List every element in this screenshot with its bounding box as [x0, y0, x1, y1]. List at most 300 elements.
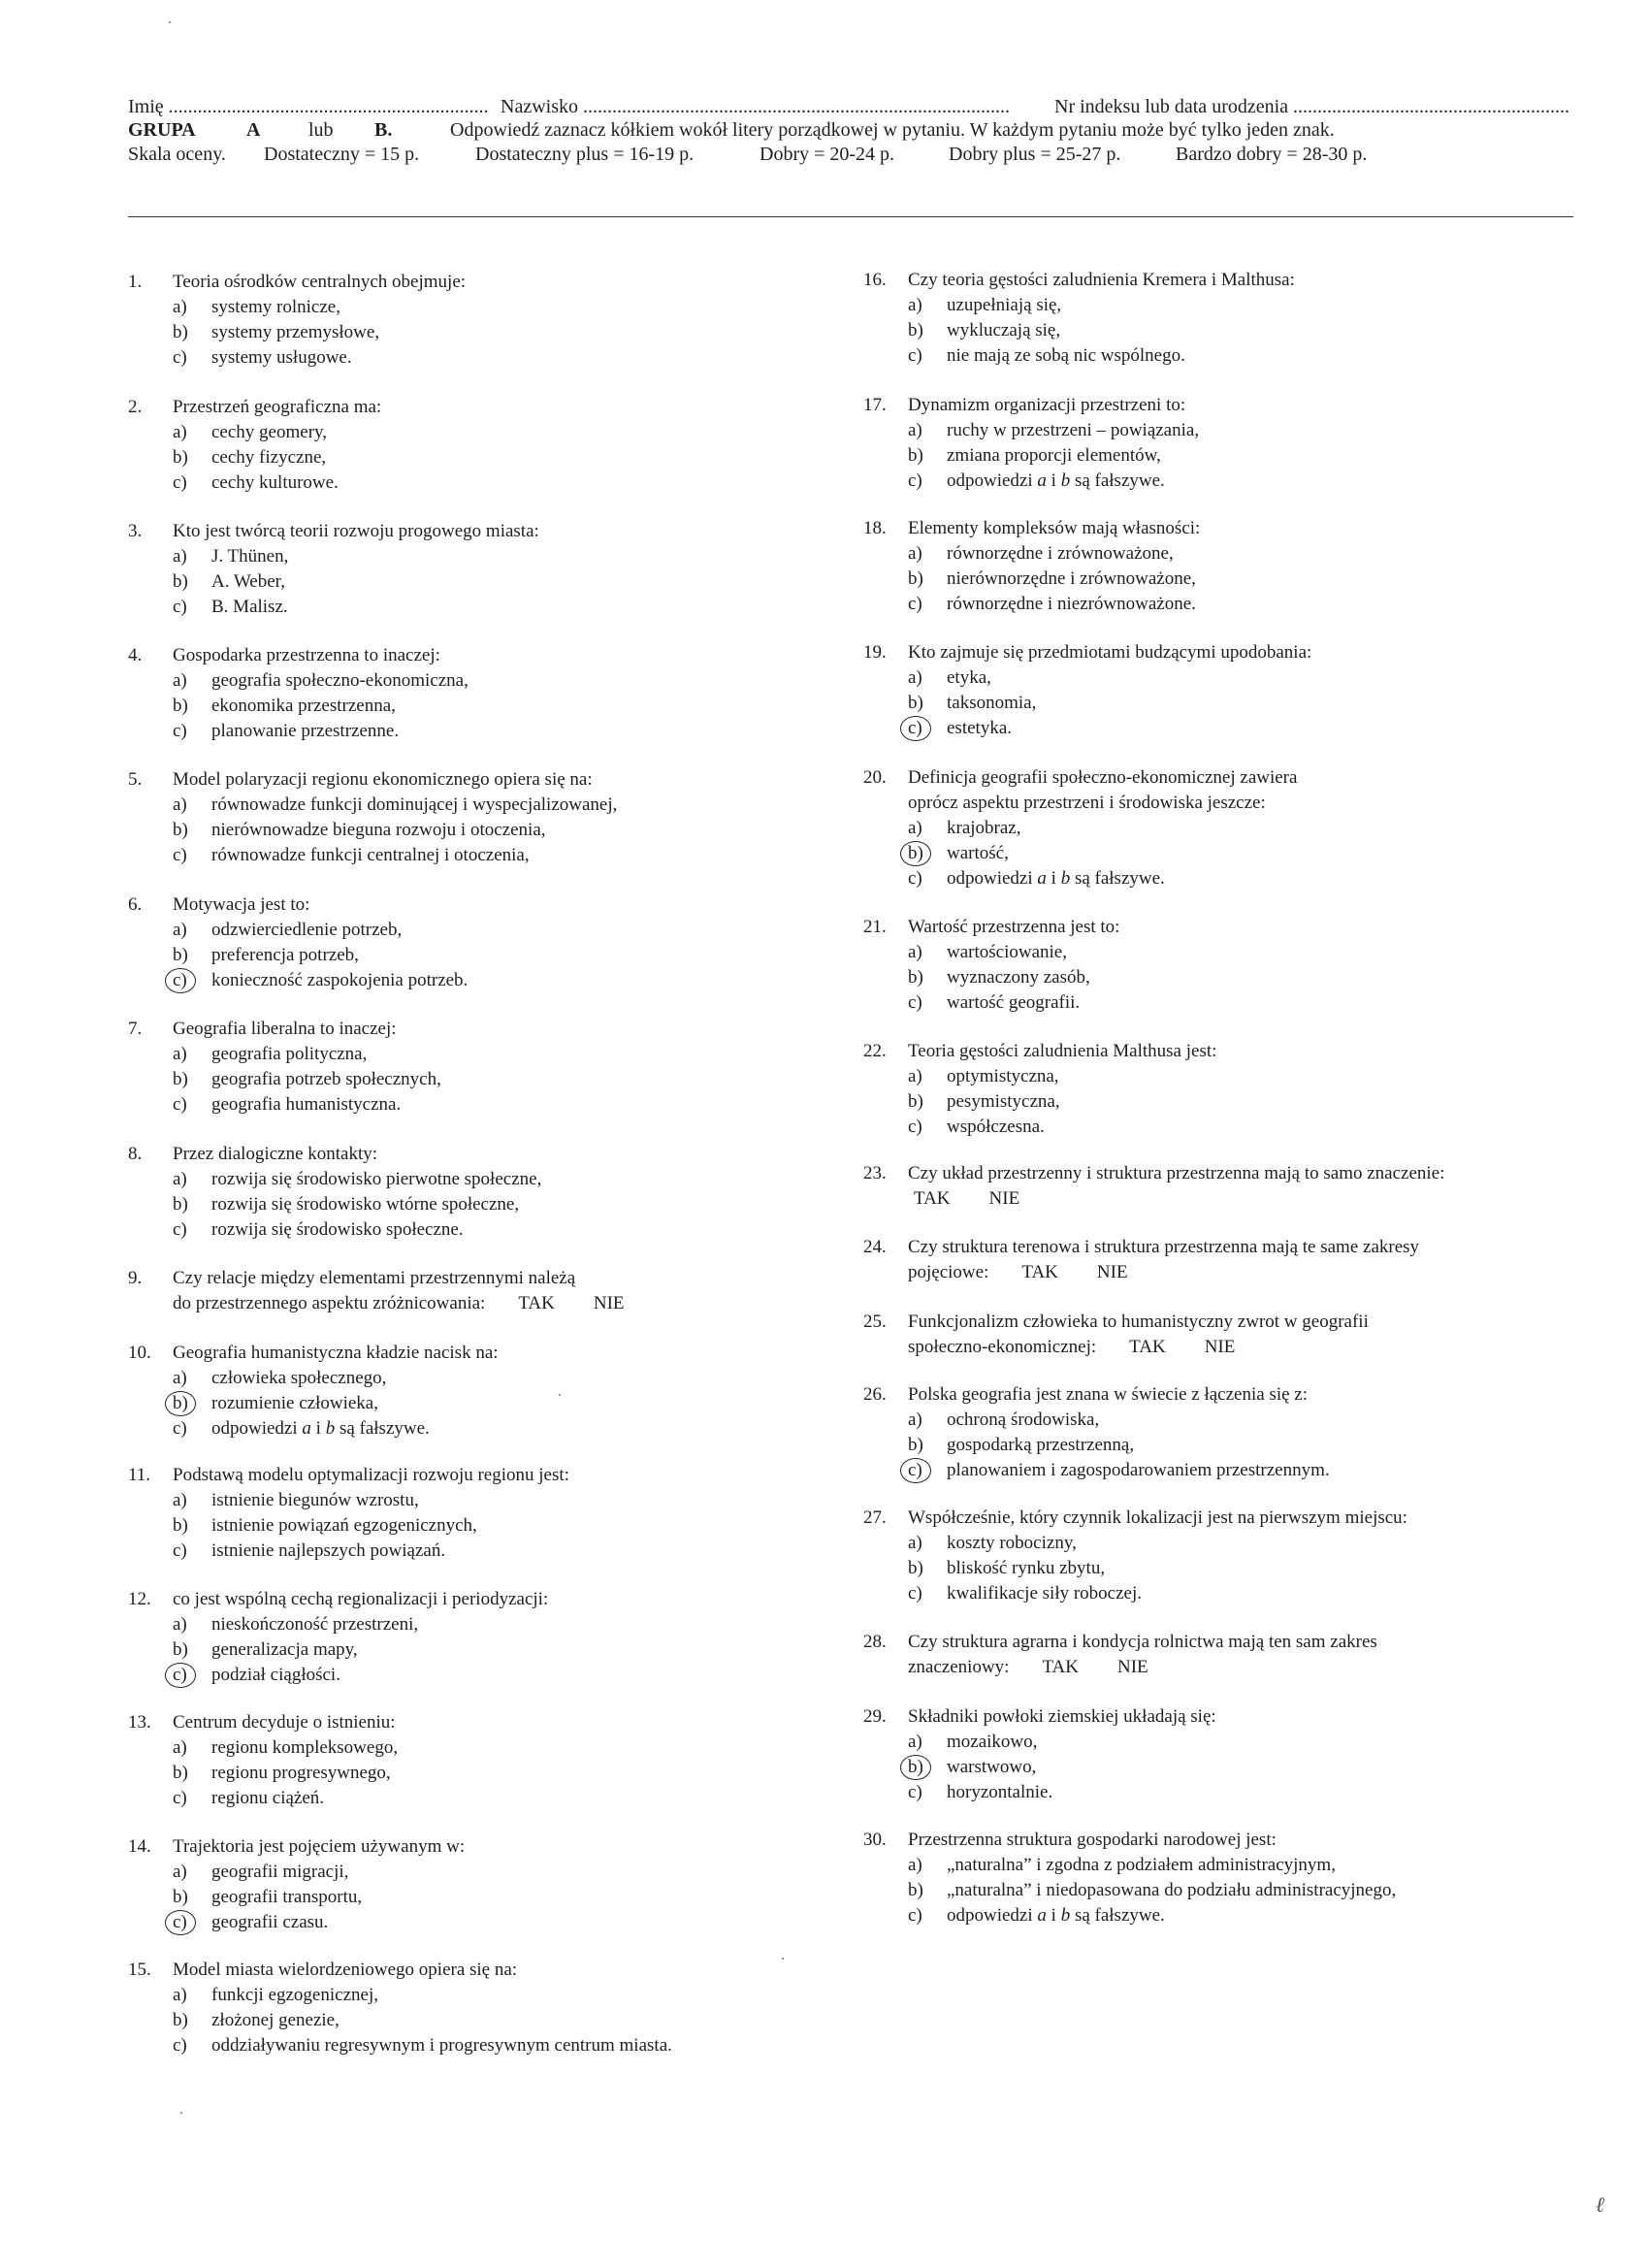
question-12: [128, 1587, 548, 1688]
question-line: [863, 640, 1311, 665]
answer-letter[interactable]: a): [173, 670, 187, 691]
question-text: Elementy kompleksów mają własności:: [908, 518, 1201, 538]
answer-option[interactable]: [128, 1488, 569, 1513]
question-text: Model miasta wielordzeniowego opiera się na:: [173, 1960, 518, 1980]
answer-letter[interactable]: b): [173, 447, 188, 468]
answer-letter[interactable]: b): [173, 1194, 188, 1215]
question-number: 29.: [863, 1706, 887, 1727]
answer-text: istnienie najlepszych powiązań.: [211, 1540, 446, 1561]
answer-text: systemy rolnicze,: [211, 297, 340, 317]
answer-letter[interactable]: a): [173, 1169, 187, 1189]
answer-letter[interactable]: b): [908, 445, 923, 466]
answer-letter[interactable]: a): [173, 1737, 187, 1758]
answer-letter[interactable]: a): [173, 1368, 187, 1388]
question-line: [128, 1587, 548, 1612]
answer-letter-circled[interactable]: b): [908, 1755, 947, 1780]
answer-option[interactable]: [128, 818, 617, 843]
answer-option[interactable]: [128, 1366, 499, 1391]
answer-letter[interactable]: b): [173, 1639, 188, 1660]
question-text: Teoria ośrodków centralnych obejmuje:: [173, 272, 467, 292]
answer-option[interactable]: [863, 841, 1297, 866]
answer-text: odzwierciedlenie potrzeb,: [211, 920, 403, 940]
question-29: [863, 1704, 1216, 1805]
answer-option[interactable]: [863, 1853, 1396, 1878]
answer-text: uzupełniają się,: [947, 295, 1062, 315]
answer-option[interactable]: [128, 1761, 398, 1786]
question-text: Model polaryzacji regionu ekonomicznego opiera się na:: [173, 769, 593, 790]
answer-option[interactable]: [863, 318, 1295, 343]
tak-option[interactable]: TAK: [1042, 1657, 1079, 1677]
answer-option[interactable]: [863, 541, 1200, 567]
tak-nie-row: [863, 1186, 1444, 1212]
question-line: [128, 1710, 398, 1735]
answer-text: bliskość rynku zbytu,: [947, 1558, 1106, 1578]
answer-letter[interactable]: a): [173, 1490, 187, 1510]
answer-letter[interactable]: b): [908, 568, 923, 589]
answer-letter[interactable]: b): [908, 1880, 923, 1900]
answer-letter-circled[interactable]: c): [908, 1458, 947, 1483]
question-line: [863, 791, 1297, 816]
answer-letter[interactable]: a): [908, 1533, 922, 1553]
answer-letter[interactable]: a): [173, 297, 187, 317]
question-text: Przestrzenna struktura gospodarki narodowej jest:: [908, 1830, 1277, 1850]
answer-option[interactable]: [128, 1885, 465, 1910]
answer-option[interactable]: [128, 1192, 541, 1217]
tak-option[interactable]: TAK: [914, 1188, 951, 1209]
scale-dostateczny-plus: Dostateczny plus = 16-19 p.: [475, 144, 695, 165]
answer-letter-circled[interactable]: c): [173, 1910, 211, 1935]
answer-option[interactable]: [863, 816, 1297, 841]
answer-text: odpowiedzi a i b są fałszywe.: [211, 1418, 430, 1439]
answer-text: „naturalna” i zgodna z podziałem administracyjnym,: [947, 1855, 1336, 1875]
answer-option[interactable]: [863, 1556, 1407, 1581]
question-line: [863, 1704, 1216, 1730]
answer-option[interactable]: [128, 918, 468, 943]
answer-option[interactable]: [128, 843, 617, 868]
answer-option[interactable]: [128, 1167, 541, 1192]
tak-option[interactable]: TAK: [1129, 1337, 1166, 1357]
answer-letter-circled[interactable]: b): [173, 1391, 211, 1416]
answer-letter[interactable]: c): [173, 1540, 187, 1561]
nie-option[interactable]: NIE: [1096, 1262, 1128, 1282]
last-name-field[interactable]: [501, 95, 1010, 118]
answer-text: horyzontalnie.: [947, 1782, 1053, 1802]
answer-option[interactable]: [863, 1780, 1216, 1805]
answer-letter[interactable]: a): [908, 1732, 922, 1752]
answer-letter-circled[interactable]: b): [908, 841, 947, 866]
answer-letter[interactable]: b): [173, 571, 188, 592]
answer-letter[interactable]: c): [173, 472, 187, 493]
answer-option[interactable]: [128, 1217, 541, 1243]
answer-letter[interactable]: b): [908, 1091, 923, 1112]
answer-option[interactable]: [128, 943, 468, 968]
answer-letter[interactable]: c): [908, 1905, 922, 1926]
answer-option[interactable]: [128, 694, 469, 719]
answer-option[interactable]: [128, 2033, 672, 2058]
answer-option[interactable]: [863, 469, 1199, 494]
answer-option[interactable]: [863, 1115, 1216, 1140]
answer-option[interactable]: [863, 1089, 1216, 1115]
question-line: [863, 516, 1200, 541]
question-text: Podstawą modelu optymalizacji rozwoju regionu jest:: [173, 1465, 569, 1485]
answer-text: równorzędne i zrównoważone,: [947, 543, 1174, 564]
question-23: [863, 1161, 1444, 1212]
answer-letter[interactable]: b): [173, 696, 188, 716]
answer-text: geografia potrzeb społecznych,: [211, 1069, 441, 1089]
answer-letter[interactable]: c): [908, 1583, 922, 1604]
answer-text: nierównorzędne i zrównoważone,: [947, 568, 1196, 589]
answer-option[interactable]: [128, 719, 469, 744]
answer-option[interactable]: [128, 420, 381, 445]
question-number: 2.: [128, 397, 143, 417]
answer-letter[interactable]: a): [908, 420, 922, 440]
question-number: 1.: [128, 272, 143, 292]
answer-letter[interactable]: b): [173, 322, 188, 342]
answer-letter[interactable]: a): [173, 422, 187, 442]
answer-option[interactable]: [128, 445, 381, 470]
question-2: [128, 395, 381, 496]
answer-option[interactable]: [128, 1786, 398, 1811]
answer-option[interactable]: [863, 592, 1200, 617]
answer-option[interactable]: [863, 1730, 1216, 1755]
question-21: [863, 915, 1119, 1016]
scale-dobry-plus: Dobry plus = 25-27 p.: [949, 144, 1121, 165]
group-a[interactable]: A: [246, 119, 261, 141]
question-text: Kto jest twórcą teorii rozwoju progowego miasta:: [173, 521, 539, 541]
answer-letter[interactable]: a): [173, 546, 187, 567]
question-number: 30.: [863, 1830, 887, 1850]
question-number: 17.: [863, 395, 887, 415]
answer-letter[interactable]: c): [908, 992, 922, 1013]
answer-letter[interactable]: a): [908, 942, 922, 962]
answer-option[interactable]: [863, 965, 1119, 990]
question-line: [863, 1335, 1369, 1360]
question-line: [128, 643, 469, 668]
question-5: [128, 767, 617, 868]
answer-letter-circled[interactable]: c): [908, 716, 947, 741]
question-text: Dynamizm organizacji przestrzeni to:: [908, 395, 1186, 415]
answer-text: generalizacja mapy,: [211, 1639, 358, 1660]
answer-option[interactable]: [863, 665, 1311, 691]
answer-text: zmiana proporcji elementów,: [947, 445, 1161, 466]
answer-text: J. Thünen,: [211, 546, 289, 567]
answer-option[interactable]: [128, 1391, 499, 1416]
answer-text: geografia humanistyczna.: [211, 1094, 402, 1115]
answer-text: odpowiedzi a i b są fałszywe.: [947, 470, 1165, 491]
answer-letter[interactable]: b): [908, 967, 923, 988]
answer-letter[interactable]: a): [908, 1409, 922, 1430]
answer-text: równowadze funkcji dominującej i wyspecjalizowanej,: [211, 794, 618, 815]
first-name-field[interactable]: [128, 95, 489, 118]
answer-letter[interactable]: c): [173, 1219, 187, 1240]
answer-text: koszty robocizny,: [947, 1533, 1077, 1553]
answer-option[interactable]: [128, 1539, 569, 1564]
answer-letter[interactable]: c): [173, 597, 187, 617]
question-line: [863, 1828, 1396, 1853]
question-line: [863, 1161, 1444, 1186]
question-11: [128, 1463, 569, 1564]
answer-text: człowieka społecznego,: [211, 1368, 387, 1388]
question-line: [128, 1463, 569, 1488]
tak-option[interactable]: TAK: [1021, 1262, 1058, 1282]
answer-text: planowaniem i zagospodarowaniem przestrzennym.: [947, 1460, 1330, 1480]
answer-text: istnienie biegunów wzrostu,: [211, 1490, 419, 1510]
first-name-label: Imię: [128, 96, 164, 117]
answer-letter[interactable]: c): [908, 594, 922, 614]
last-name-label: Nazwisko: [501, 96, 578, 117]
answer-text: rozwija się środowisko wtórne społeczne,: [211, 1194, 520, 1215]
nie-option[interactable]: NIE: [593, 1293, 625, 1313]
answer-text: warstwowo,: [947, 1757, 1037, 1777]
question-14: [128, 1834, 465, 1935]
question-number: 24.: [863, 1237, 887, 1257]
answer-text: B. Malisz.: [211, 597, 288, 617]
answer-letter[interactable]: b): [173, 2010, 188, 2030]
answer-option[interactable]: [863, 940, 1119, 965]
answer-text: ruchy w przestrzeni – powiązania,: [947, 420, 1200, 440]
answer-letter[interactable]: b): [173, 1515, 188, 1536]
index-number-field[interactable]: [1054, 95, 1569, 118]
answer-option[interactable]: [128, 1067, 441, 1092]
answer-option[interactable]: [128, 345, 466, 371]
answer-letter[interactable]: c): [908, 1117, 922, 1137]
answer-letter[interactable]: c): [173, 2035, 187, 2056]
question-text: Współcześnie, który czynnik lokalizacji jest na pierwszym miejscu:: [908, 1507, 1407, 1528]
answer-text: odpowiedzi a i b są fałszywe.: [947, 868, 1165, 889]
answer-option[interactable]: [863, 1408, 1330, 1433]
answer-text: planowanie przestrzenne.: [211, 721, 400, 741]
question-16: [863, 268, 1295, 369]
answer-option[interactable]: [128, 1092, 441, 1118]
question-line: [863, 1506, 1407, 1531]
group-or: lub: [308, 119, 334, 141]
answer-option[interactable]: [128, 1663, 548, 1688]
answer-option[interactable]: [863, 293, 1295, 318]
answer-option[interactable]: [863, 1581, 1407, 1606]
scale-dostateczny: Dostateczny = 15 p.: [264, 144, 420, 165]
question-15: [128, 1958, 672, 2058]
answer-text: konieczność zaspokojenia potrzeb.: [211, 970, 469, 990]
group-b[interactable]: B.: [374, 119, 393, 141]
header-names-row: [128, 95, 1573, 118]
question-24: [863, 1235, 1419, 1285]
answer-text: rozumienie człowieka,: [211, 1393, 378, 1413]
question-line: [863, 765, 1297, 791]
question-text: co jest wspólną cechą regionalizacji i periodyzacji:: [173, 1589, 549, 1609]
answer-letter[interactable]: b): [173, 1763, 188, 1783]
answer-letter[interactable]: b): [173, 820, 188, 840]
question-number: 21.: [863, 917, 887, 937]
question-line: [863, 1039, 1216, 1064]
answer-letter[interactable]: c): [908, 470, 922, 491]
answer-option[interactable]: [128, 1513, 569, 1539]
scale-dobry: Dobry = 20-24 p.: [760, 144, 895, 165]
question-number: 22.: [863, 1041, 887, 1061]
answer-option[interactable]: [128, 2008, 672, 2033]
question-26: [863, 1382, 1330, 1483]
answer-letter[interactable]: c): [173, 845, 187, 865]
last-name-dots: ........................................................................................: [582, 96, 1010, 117]
answer-letter[interactable]: c): [173, 1788, 187, 1808]
answer-option[interactable]: [128, 1983, 672, 2008]
scan-speck: [559, 1394, 561, 1396]
answer-option[interactable]: [128, 1416, 499, 1442]
question-line: [128, 270, 466, 295]
index-number-label: Nr indeksu lub data urodzenia: [1054, 96, 1289, 117]
answer-option[interactable]: [128, 968, 468, 993]
question-number: 16.: [863, 270, 887, 290]
answer-letter[interactable]: a): [908, 543, 922, 564]
question-number: 5.: [128, 769, 143, 790]
answer-text: istnienie powiązań egzogenicznych,: [211, 1515, 477, 1536]
answer-option[interactable]: [128, 1612, 548, 1637]
answer-text: podział ciągłości.: [211, 1665, 340, 1685]
question-text: pojęciowe:: [908, 1262, 989, 1282]
answer-option[interactable]: [128, 295, 466, 320]
question-number: 19.: [863, 642, 887, 663]
answer-text: nieskończoność przestrzeni,: [211, 1614, 419, 1635]
answer-letter[interactable]: c): [173, 347, 187, 368]
answer-letter[interactable]: b): [173, 1069, 188, 1089]
answer-text: A. Weber,: [211, 571, 285, 592]
answer-option[interactable]: [128, 1735, 398, 1761]
answer-option[interactable]: [128, 1910, 465, 1935]
answer-option[interactable]: [128, 668, 469, 694]
answer-letter[interactable]: c): [908, 868, 922, 889]
answer-letter[interactable]: a): [908, 1855, 922, 1875]
answer-text: oddziaływaniu regresywnym i progresywnym centrum miasta.: [211, 2035, 672, 2056]
question-text: oprócz aspektu przestrzeni i środowiska jeszcze:: [908, 793, 1266, 813]
answer-text: regionu ciążeń.: [211, 1788, 325, 1808]
answer-option[interactable]: [863, 716, 1311, 741]
question-text: Polska geografia jest znana w świecie z łączenia się z:: [908, 1384, 1309, 1405]
header-group-row: [128, 118, 1573, 142]
answer-option[interactable]: [863, 1064, 1216, 1089]
answer-option[interactable]: [128, 320, 466, 345]
answer-option[interactable]: [863, 443, 1199, 469]
question-20: [863, 765, 1297, 891]
answer-option[interactable]: [128, 793, 617, 818]
answer-letter[interactable]: a): [173, 1985, 187, 2005]
answer-option[interactable]: [863, 1755, 1216, 1780]
nie-option[interactable]: NIE: [988, 1188, 1020, 1209]
first-name-dots: ..................................................................: [168, 96, 489, 117]
answer-letter[interactable]: a): [173, 794, 187, 815]
answer-letter[interactable]: a): [908, 818, 922, 838]
instruction-text: Odpowiedź zaznacz kółkiem wokół litery porządkowej w pytaniu. W każdym pytaniu może być tylko jeden znak.: [450, 119, 1335, 141]
answer-letter[interactable]: b): [908, 693, 923, 713]
answer-option[interactable]: [863, 1903, 1396, 1928]
answer-letter[interactable]: a): [908, 295, 922, 315]
answer-text: regionu progresywnego,: [211, 1763, 391, 1783]
tak-option[interactable]: TAK: [518, 1293, 555, 1313]
question-line: [128, 1341, 499, 1366]
answer-option[interactable]: [128, 1042, 441, 1067]
answer-option[interactable]: [863, 343, 1295, 369]
answer-text: wyznaczony zasób,: [947, 967, 1090, 988]
question-text: Kto zajmuje się przedmiotami budzącymi upodobania:: [908, 642, 1312, 663]
question-text: Czy struktura agrarna i kondycja rolnictwa mają ten sam zakres: [908, 1632, 1377, 1652]
answer-letter[interactable]: b): [173, 1887, 188, 1907]
question-number: 18.: [863, 518, 887, 538]
question-text: znaczeniowy:: [908, 1657, 1010, 1677]
answer-letter[interactable]: a): [173, 920, 187, 940]
answer-option[interactable]: [863, 866, 1297, 891]
answer-text: „naturalna” i niedopasowana do podziału administracyjnego,: [947, 1880, 1397, 1900]
answer-letter[interactable]: a): [173, 1862, 187, 1882]
answer-option[interactable]: [863, 1878, 1396, 1903]
answer-option[interactable]: [128, 569, 539, 595]
answer-option[interactable]: [863, 567, 1200, 592]
answer-letter[interactable]: c): [908, 345, 922, 366]
question-number: 6.: [128, 894, 143, 915]
nie-option[interactable]: NIE: [1116, 1657, 1148, 1677]
answer-text: optymistyczna,: [947, 1066, 1059, 1086]
answer-option[interactable]: [863, 990, 1119, 1016]
margin-scribble: ℓ: [1595, 2192, 1604, 2217]
answer-option[interactable]: [128, 1637, 548, 1663]
question-number: 13.: [128, 1712, 151, 1733]
answer-letter[interactable]: c): [173, 1094, 187, 1115]
answer-letter[interactable]: b): [908, 1435, 923, 1455]
question-text: Czy struktura terenowa i struktura przestrzenna mają te same zakresy: [908, 1237, 1420, 1257]
nie-option[interactable]: NIE: [1204, 1337, 1236, 1357]
answer-text: cechy fizyczne,: [211, 447, 327, 468]
answer-letter[interactable]: b): [173, 945, 188, 965]
question-line: [863, 1630, 1377, 1655]
question-line: [128, 1958, 672, 1983]
answer-option[interactable]: [128, 1860, 465, 1885]
question-1: [128, 270, 466, 371]
answer-text: mozaikowo,: [947, 1732, 1038, 1752]
answer-text: rozwija się środowisko społeczne.: [211, 1219, 464, 1240]
answer-letter[interactable]: c): [173, 1418, 187, 1439]
answer-text: etyka,: [947, 667, 991, 688]
answer-option[interactable]: [128, 595, 539, 620]
answer-letter[interactable]: c): [173, 721, 187, 741]
question-22: [863, 1039, 1216, 1140]
answer-letter[interactable]: a): [173, 1614, 187, 1635]
answer-letter[interactable]: a): [908, 667, 922, 688]
answer-text: wartościowanie,: [947, 942, 1067, 962]
answer-letter[interactable]: b): [908, 1558, 923, 1578]
question-4: [128, 643, 469, 744]
answer-option[interactable]: [863, 1458, 1330, 1483]
answer-text: rozwija się środowisko pierwotne społeczne,: [211, 1169, 542, 1189]
question-text: Gospodarka przestrzenna to inaczej:: [173, 645, 440, 665]
answer-letter[interactable]: c): [908, 1782, 922, 1802]
answer-letter[interactable]: a): [908, 1066, 922, 1086]
answer-option[interactable]: [128, 544, 539, 569]
answer-option[interactable]: [863, 1433, 1330, 1458]
question-8: [128, 1142, 541, 1243]
question-25: [863, 1310, 1369, 1360]
question-number: 14.: [128, 1836, 151, 1857]
answer-option[interactable]: [128, 470, 381, 496]
question-number: 15.: [128, 1960, 151, 1980]
question-text: Czy teoria gęstości zaludnienia Kremera i Malthusa:: [908, 270, 1295, 290]
answer-letter-circled[interactable]: c): [173, 1663, 211, 1688]
answer-letter[interactable]: a): [173, 1044, 187, 1064]
answer-option[interactable]: [863, 418, 1199, 443]
answer-option[interactable]: [863, 691, 1311, 716]
answer-letter-circled[interactable]: c): [173, 968, 211, 993]
answer-text: regionu kompleksowego,: [211, 1737, 399, 1758]
answer-letter[interactable]: b): [908, 320, 923, 340]
question-number: 27.: [863, 1507, 887, 1528]
scale-label: Skala oceny.: [128, 144, 226, 165]
answer-option[interactable]: [863, 1531, 1407, 1556]
